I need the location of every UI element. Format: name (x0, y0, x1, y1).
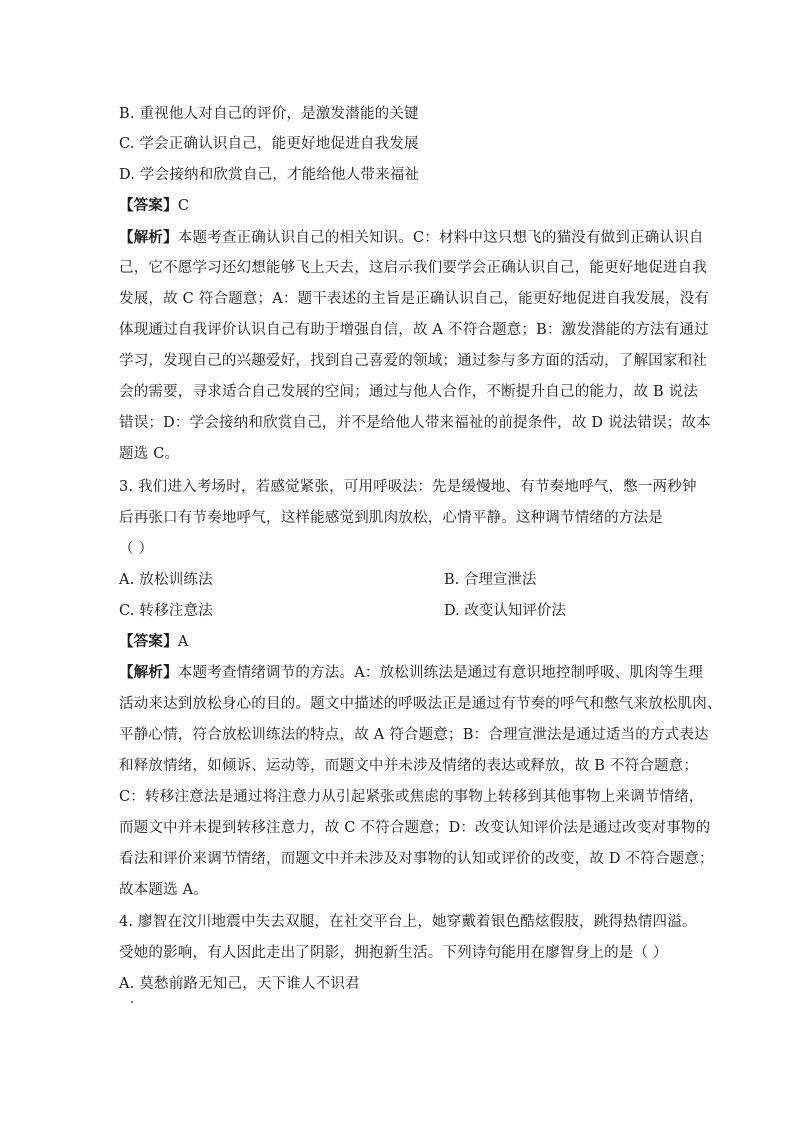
analysis-label: 【解析】 (119, 229, 178, 246)
q3-answer (119, 632, 188, 652)
analysis-label: 【解析】 (119, 664, 178, 681)
q3-option-c: C. 转移注意法 (119, 603, 213, 619)
q3-analysis-line-6: 而题文中并未提到转移注意力，故 C 不符合题意；D：改变认知评价法是通过改变对事物的 (119, 820, 711, 836)
q2-analysis-line-2: 己，它不愿学习还幻想能够飞上天去，这启示我们要学会正确认识自己，能更好地促进自我 (119, 260, 707, 276)
analysis-text: 本题考查情绪调节的方法。A：放松训练法是通过有意识地控制呼吸、肌肉等生理 (177, 665, 703, 681)
q3-analysis-line-2: 活动来达到放松身心的目的。题文中描述的呼吸法正是通过有节奏的呼气和憋气来放松肌肉、 (119, 696, 722, 712)
q3-analysis-line-3: 平静心情，符合放松训练法的特点，故 A 符合题意；B：合理宣泄法是通过适当的方式表达 (119, 727, 709, 743)
q2-option-b: B. 重视他人对自己的评价，是激发潜能的关键 (119, 106, 419, 122)
q2-analysis-line-7: 错误；D：学会接纳和欣赏自己，并不是给他人带来福祉的前提条件，故 D 说法错误；故本 (119, 415, 711, 431)
q3-analysis-line-5: C：转移注意法是通过将注意力从引起紧张或焦虑的事物上转移到其他事物上来调节情绪， (119, 789, 704, 805)
q4-option-a: A. 莫愁前路无知己，天下谁人不识君 (119, 976, 360, 992)
analysis-text: 本题考查正确认识自己的相关知识。C：材料中这只想飞的猫没有做到正确认识自 (177, 230, 704, 246)
q4-stem-line-2: 受她的影响，有人因此走出了阴影，拥抱新生活。下列诗句能用在廖智身上的是（ ） (119, 945, 668, 961)
q2-answer (119, 196, 189, 216)
q4-stem-line-1: 4. 廖智在汶川地震中失去双腿，在社交平台上，她穿戴着银色酷炫假肢，跳得热情四溢。 (119, 914, 697, 930)
q3-option-b: B. 合理宣泄法 (444, 572, 537, 588)
q2-analysis-line-1 (119, 228, 704, 248)
q2-analysis-line-3: 发展，故 C 符合题意；A：题干表述的主旨是正确认识自己，能更好地促进自我发展，没有 (119, 291, 710, 307)
q2-analysis-line-6: 会的需要，寻求适合自己发展的空间；通过与他人合作，不断提升自己的能力，故 B 说法 (119, 384, 699, 400)
q2-analysis-line-4: 体现通过自我评价认识自己有助于增强自信，故 A 不符合题意；B：激发潜能的方法有通过 (119, 322, 709, 338)
q2-option-d: D. 学会接纳和欣赏自己，才能给他人带来福祉 (119, 167, 420, 183)
q3-stem-line-1: 3. 我们进入考场时，若感觉紧张，可用呼吸法：先是缓慢地、有节奏地呼气，憋一两秒钟 (119, 479, 697, 495)
q3-analysis-line-7: 看法和评价来调节情绪，而题文中并未涉及对事物的认知或评价的改变，故 D 不符合题意； (119, 851, 714, 867)
answer-value: A (177, 634, 189, 650)
q3-option-d: D. 改变认知评价法 (444, 603, 566, 619)
q3-stem-line-3: （ ） (119, 541, 154, 557)
q3-analysis-line-1 (119, 663, 703, 683)
q2-analysis-line-5: 学习，发现自己的兴趣爱好，找到自己喜爱的领域；通过参与多方面的活动，了解国家和社 (119, 353, 707, 369)
stray-mark (131, 1001, 133, 1003)
answer-label: 【答案】 (119, 633, 178, 650)
q3-analysis-line-4: 和释放情绪，如倾诉、运动等，而题文中并未涉及情绪的表达或释放，故 B 不符合题意； (119, 758, 699, 774)
answer-value: C (177, 198, 190, 214)
q3-option-a: A. 放松训练法 (119, 572, 213, 588)
q2-analysis-line-8: 题选 C。 (119, 446, 180, 462)
q3-stem-line-2: 后再张口有节奏地呼气，这样能感觉到肌肉放松，心情平静。这种调节情绪的方法是 (119, 510, 663, 526)
answer-label: 【答案】 (119, 197, 178, 214)
q3-analysis-line-8: 故本题选 A。 (119, 882, 208, 898)
q2-option-c: C. 学会正确认识自己，能更好地促进自我发展 (119, 136, 419, 152)
